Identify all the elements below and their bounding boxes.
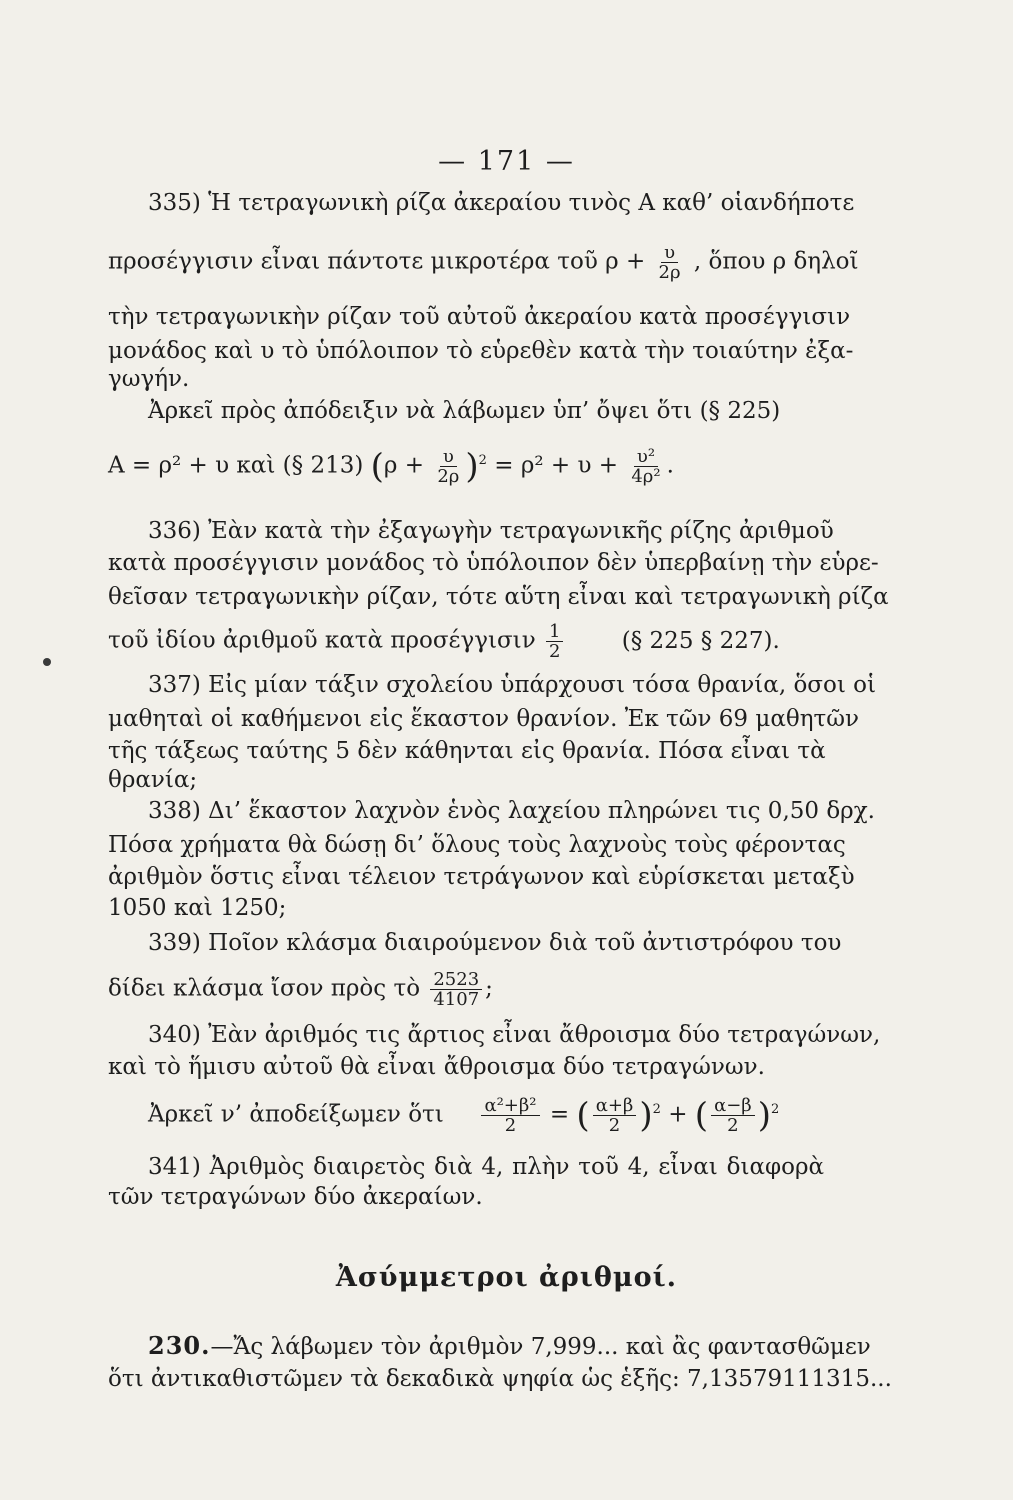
equation-end: . <box>666 452 674 479</box>
fraction-numerator: 2523 <box>430 970 482 990</box>
fraction-numerator: α²+β² <box>481 1096 539 1116</box>
fraction-u-over-2rho <box>656 243 684 282</box>
fraction-a-minus-b-over-2 <box>711 1096 755 1135</box>
problem-335-line-2 <box>108 242 859 283</box>
exponent: 2 <box>770 1102 780 1117</box>
problem-335-equation <box>108 446 824 486</box>
problem-335-line-3: τὴν τετραγωνικὴν ρίζαν τοῦ αὐτοῦ ἀκεραίου κατὰ προσέγγισιν <box>108 304 851 330</box>
problem-335-line-4: μονάδος καὶ υ τὸ ὑπόλοιπον τὸ εὑρεθὲν κατὰ τὴν τοιαύτην ἐξα- <box>108 338 854 364</box>
fraction-u-over-2rho <box>434 447 462 486</box>
problem-340-line-3-text: Ἀρκεῖ ν’ ἀποδείξωμεν ὅτι <box>148 1101 444 1128</box>
problem-337-line-3: τῆς τάξεως ταύτης 5 δὲν κάθηνται εἰς θρανία. Πόσα εἶναι τὰ <box>108 738 826 764</box>
problem-341-line-1: 341) Ἀριθμὸς διαιρετὸς διὰ 4, πλὴν τοῦ 4, εἶναι διαφορὰ <box>148 1154 824 1180</box>
problem-335-line-2-end: , ὅπου ρ δηλοῖ <box>693 248 859 275</box>
right-paren: ) <box>757 1095 771 1136</box>
problem-339-line-2 <box>108 970 824 1009</box>
problem-338-line-3: ἀριθμὸν ὅστις εἶναι τέλειον τετράγωνον καὶ εὑρίσκεται μεταξὺ <box>108 864 855 890</box>
right-paren: ) <box>639 1095 653 1136</box>
problem-337-line-2: μαθηταὶ οἱ καθήμενοι εἰς ἕκαστον θρανίον. Ἐκ τῶν 69 μαθητῶν <box>108 706 859 732</box>
fraction-numerator: α−β <box>711 1096 755 1116</box>
right-paren: ) <box>465 446 479 487</box>
fraction-denominator: 2 <box>549 641 561 662</box>
problem-339-line-1: 339) Ποῖον κλάσμα διαιρούμενον διὰ τοῦ ἀντιστρόφου του <box>148 930 842 956</box>
section-heading: Ἀσύμμετροι ἀριθμοί. <box>335 1262 678 1293</box>
problem-338-line-2: Πόσα χρήματα θὰ δώσῃ δι’ ὅλους τοὺς λαχνοὺς τοὺς φέροντας <box>108 832 846 858</box>
problem-336-line-4 <box>108 622 824 661</box>
equation-part-c: = ρ² + υ + <box>494 452 619 479</box>
fraction-a-plus-b-over-2 <box>593 1096 637 1135</box>
plus-sign: + <box>668 1101 688 1128</box>
fraction-denominator: 2 <box>504 1115 517 1137</box>
problem-339-line-2-text: δίδει κλάσμα ἴσον πρὸς τὸ <box>108 975 421 1002</box>
problem-340-line-1: 340) Ἐὰν ἀριθμός τις ἄρτιος εἶναι ἄθροισμα δύο τετραγώνων, <box>148 1022 881 1048</box>
problem-336-line-1: 336) Ἐὰν κατὰ τὴν ἐξαγωγὴν τετραγωνικῆς ρίζης ἀριθμοῦ <box>148 518 834 544</box>
left-paren: ( <box>576 1095 590 1136</box>
fraction-denominator: 2 <box>727 1115 739 1137</box>
problem-336-line-3: θεῖσαν τετραγωνικὴν ρίζαν, τότε αὕτη εἶναι καὶ τετραγωνικὴ ρίζα <box>108 584 889 610</box>
page-number: — 171 — <box>438 146 575 177</box>
fraction-one-half <box>546 622 563 661</box>
equation-part-a: Α = ρ² + υ καὶ (§ 213) <box>108 452 364 479</box>
equals-sign: = <box>549 1101 570 1128</box>
problem-338-line-4: 1050 καὶ 1250; <box>108 895 287 921</box>
problem-336-line-2: κατὰ προσέγγισιν μονάδος τὸ ὑπόλοιπον δὲν ὑπερβαίνῃ τὴν εὑρε- <box>108 550 879 576</box>
problem-336-reference: (§ 225 § 227). <box>621 627 780 654</box>
problem-340-line-2: καὶ τὸ ἥμισυ αὐτοῦ θὰ εἶναι ἄθροισμα δύο τετραγώνων. <box>108 1054 765 1080</box>
ink-dot <box>43 658 51 666</box>
exponent: 2 <box>652 1102 661 1117</box>
fraction-u2-over-4rho2 <box>628 447 663 486</box>
problem-335-line-2-text: προσέγγισιν εἶναι πάντοτε μικροτέρα τοῦ ρ + <box>108 248 646 275</box>
problem-337-line-1: 337) Εἰς μίαν τάξιν σχολείου ὑπάρχουσι τόσα θρανία, ὅσοι οἱ <box>148 672 877 698</box>
fraction-denominator: 2ρ <box>437 466 460 488</box>
problem-335-line-5: γωγήν. <box>108 366 190 392</box>
fraction-2523-over-4107 <box>430 970 482 1009</box>
fraction-numerator: α+β <box>593 1096 637 1116</box>
section-number: 230. <box>148 1331 211 1360</box>
fraction-denominator: 2ρ <box>658 262 681 283</box>
fraction-denominator: 4ρ² <box>631 466 661 488</box>
problem-339-question-mark: ; <box>485 975 493 1002</box>
problem-335-line-1: 335) Ἡ τετραγωνικὴ ρίζα ἀκεραίου τινὸς Α καθ’ οἱανδήποτε <box>148 190 855 216</box>
section-230-line-1 <box>148 1331 871 1362</box>
fraction-numerator: 1 <box>546 622 563 642</box>
section-230-line-1-text: —Ἄς λάβωμεν τὸν ἀριθμὸν 7,999... καὶ ἂς φαντασθῶμεν <box>210 1334 871 1360</box>
problem-341-line-2: τῶν τετραγώνων δύο ἀκεραίων. <box>108 1184 483 1210</box>
equation-part-b: ρ + <box>383 452 425 479</box>
problem-337-line-4: θρανία; <box>108 767 198 793</box>
problem-336-line-4-text: τοῦ ἰδίου ἀριθμοῦ κατὰ προσέγγισιν <box>108 627 536 654</box>
fraction-sum-squares-over-2 <box>481 1096 539 1135</box>
problem-340-line-3 <box>148 1095 824 1135</box>
fraction-denominator: 2 <box>608 1115 621 1137</box>
problem-335-line-6: Ἀρκεῖ πρὸς ἀπόδειξιν νὰ λάβωμεν ὑπ’ ὄψει ὅτι (§ 225) <box>148 398 781 424</box>
fraction-denominator: 4107 <box>433 989 480 1010</box>
fraction-numerator: υ² <box>634 447 658 467</box>
fraction-numerator: υ <box>661 243 678 263</box>
fraction-numerator: υ <box>440 447 457 467</box>
left-paren: ( <box>694 1095 709 1136</box>
section-230-line-2: ὅτι ἀντικαθιστῶμεν τὰ δεκαδικὰ ψηφία ὡς ἑξῆς: 7,13579111315... <box>108 1366 892 1392</box>
exponent: 2 <box>478 453 487 468</box>
left-paren: ( <box>370 446 384 487</box>
problem-338-line-1: 338) Δι’ ἕκαστον λαχνὸν ἑνὸς λαχείου πληρώνει τις 0,50 δρχ. <box>148 798 875 824</box>
